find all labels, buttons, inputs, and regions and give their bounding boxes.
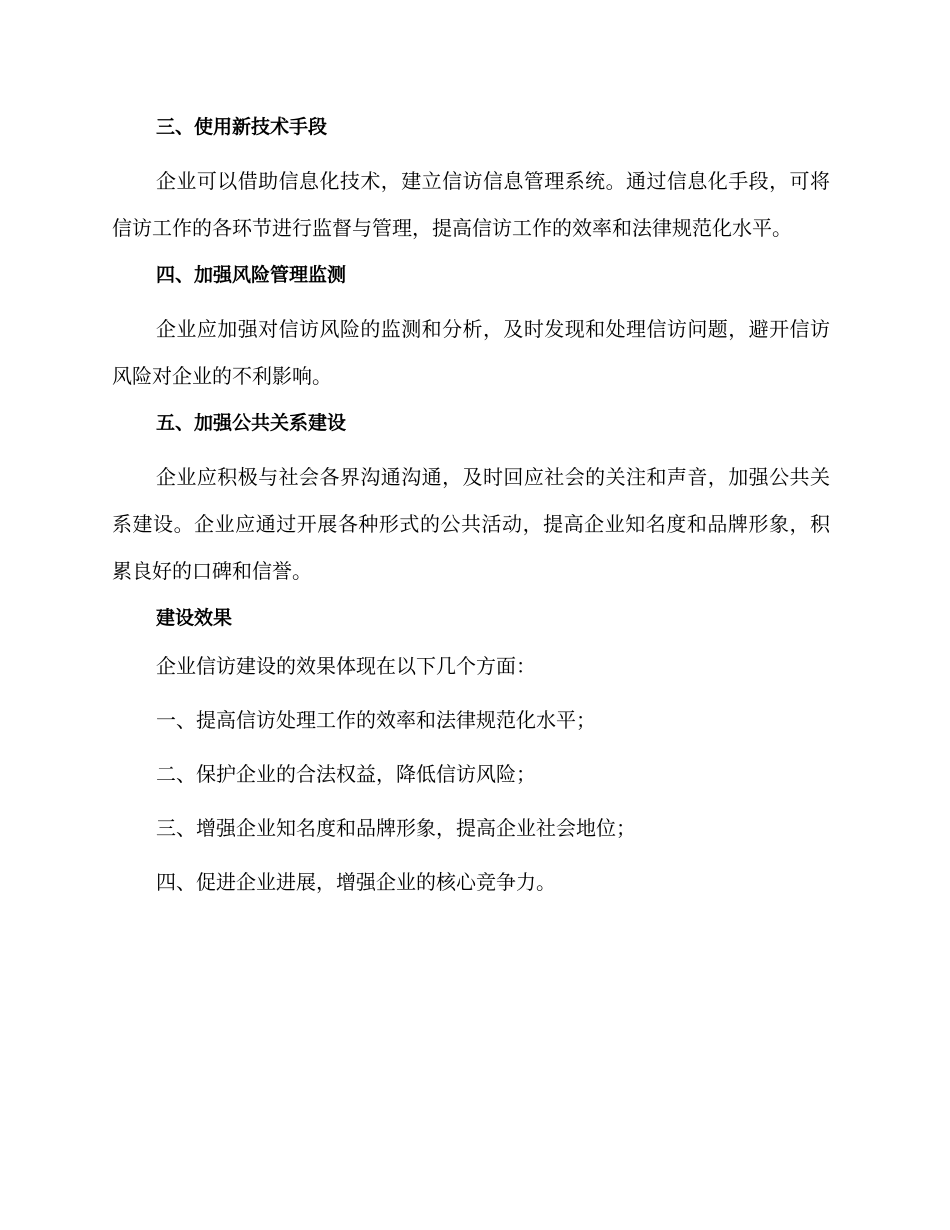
section-body-new-technology: 企业可以借助信息化技术，建立信访信息管理系统。通过信息化手段，可将信访工作的各环节进行监督与管理，提高信访工作的效率和法律规范化水平。 [112,169,830,240]
section-body-public-relations: 企业应积极与社会各界沟通沟通，及时回应社会的关注和声音，加强公共关系建设。企业应通过开展各种形式的公共活动，提高企业知名度和品牌形象，积累良好的口碑和信誉。 [112,465,830,583]
effects-item-4: 四、促进企业进展，增强企业的核心竞争力。 [156,870,556,894]
section-heading-risk-monitoring: 四、加强风险管理监测 [156,264,347,286]
section-heading-public-relations: 五、加强公共关系建设 [156,412,347,434]
section-body-risk-monitoring: 企业应加强对信访风险的监测和分析，及时发现和处理信访问题，避开信访风险对企业的不利影响。 [112,317,830,388]
document-content [112,110,830,919]
effects-heading: 建设效果 [156,607,233,629]
effects-item-1: 一、提高信访处理工作的效率和法律规范化水平； [156,708,596,732]
effects-item-2: 二、保护企业的合法权益，降低信访风险； [156,762,536,786]
effects-intro: 企业信访建设的效果体现在以下几个方面： [156,654,536,678]
section-heading-new-technology: 三、使用新技术手段 [156,116,328,138]
effects-item-3: 三、增强企业知名度和品牌形象，提高企业社会地位； [156,816,636,840]
